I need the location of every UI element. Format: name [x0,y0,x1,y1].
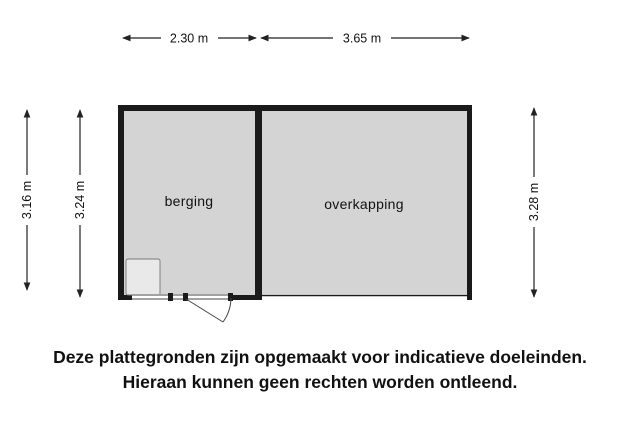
room-label-overkapping: overkapping [324,196,404,212]
dimension-label-left-outer: 3.16 m [20,180,34,220]
dimension-left-inner [73,110,87,297]
storage-cabinet [126,259,160,295]
dimension-right [527,108,541,297]
door-swing [186,298,231,322]
dimension-label-top-right: 3.65 m [342,31,382,46]
dimension-label-top-left: 2.30 m [169,31,209,46]
dimension-top-left [123,32,256,46]
dimension-label-right: 3.28 m [527,182,541,222]
disclaimer-line-2: Hieraan kunnen geen rechten worden ontleend. [122,372,518,392]
disclaimer-line-1: Deze plattegronden zijn opgemaakt voor indicatieve doeleinden. [53,347,587,367]
dimension-left-outer [20,110,34,290]
dimension-label-left-inner: 3.24 m [73,180,87,220]
room-label-berging: berging [164,193,214,209]
dimension-top-right [261,32,469,46]
